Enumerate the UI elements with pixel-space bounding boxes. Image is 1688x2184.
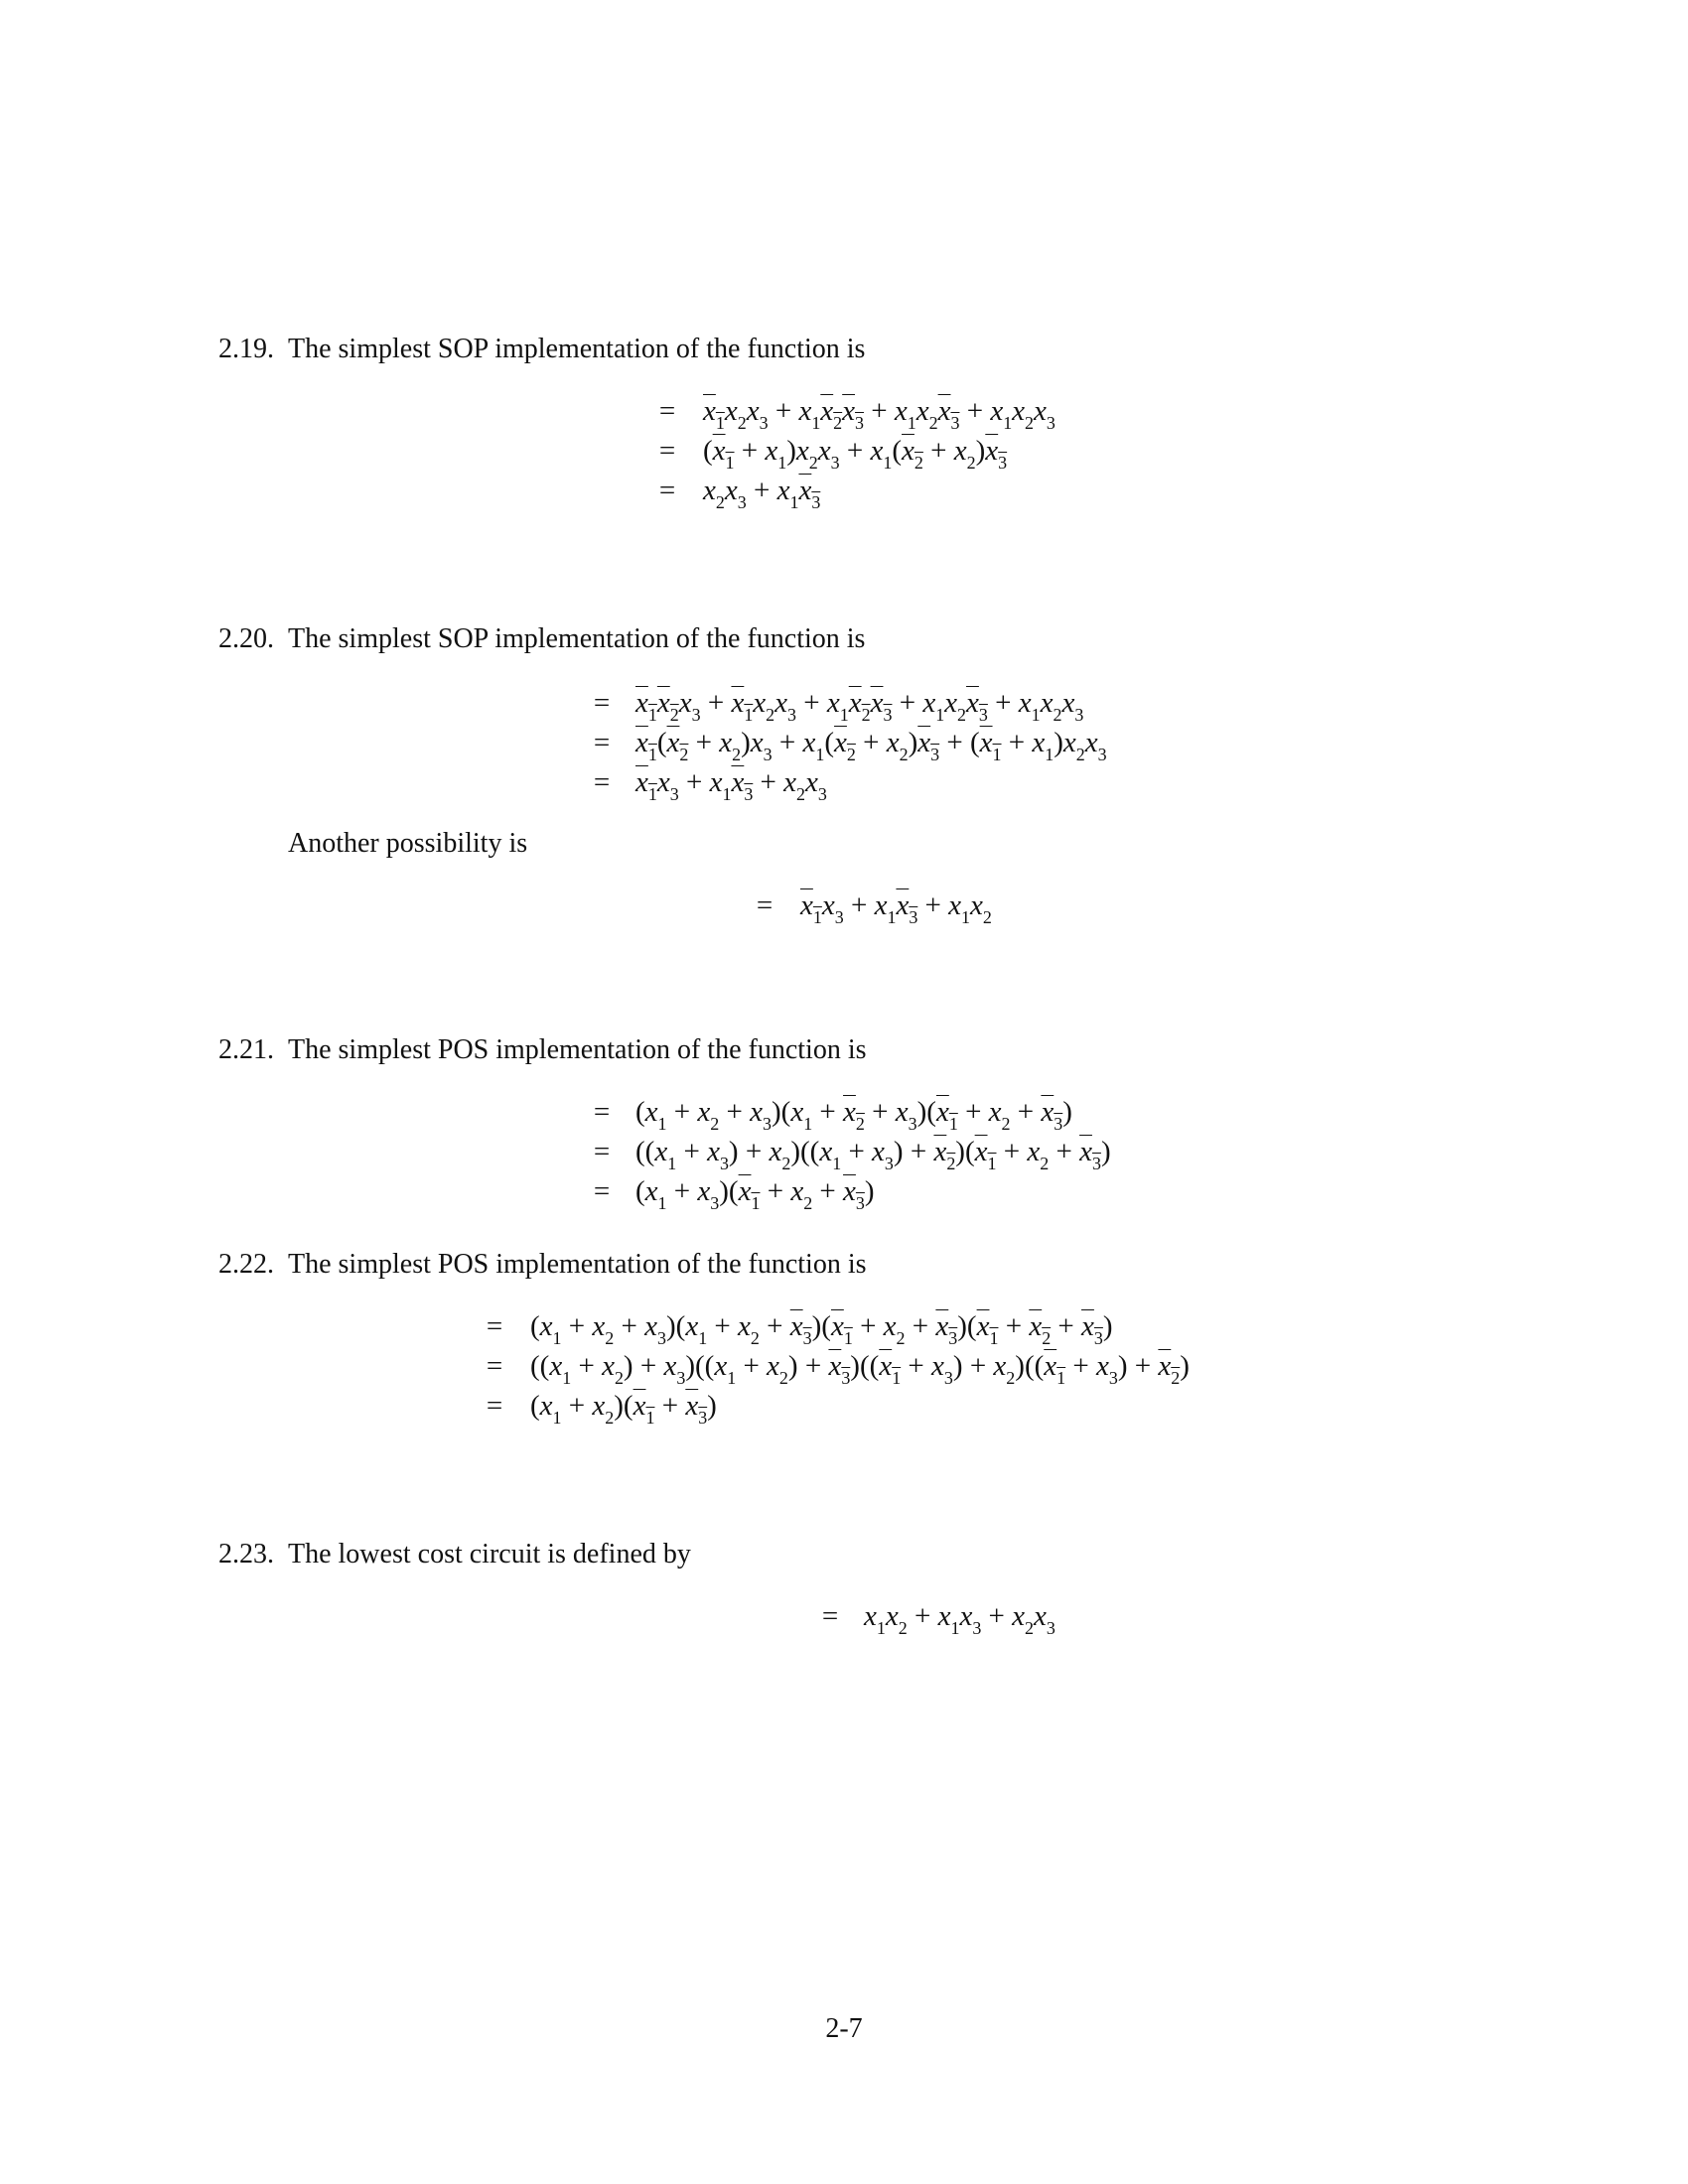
equation-row: $((x_1 + x_2) + x_3)((x_1 + x_2) + x_3)((x_1 + x_3) + x_2)((x_1 + x_3) + x_2)$	[530, 1350, 1190, 1388]
problem-text: The simplest POS implementation of the function is	[288, 1249, 867, 1280]
page-number: 2-7	[825, 2013, 863, 2044]
problem-2-19	[218, 334, 865, 365]
equals-sign: =	[486, 1390, 503, 1422]
another-possibility-text: Another possibility is	[288, 828, 528, 859]
problem-number: 2.22.	[218, 1249, 274, 1280]
problem-number: 2.21.	[218, 1034, 274, 1065]
equation-row: $(x_1 + x_2 + x_3)(x_1 + x_2 + x_3)(x_1 + x_2 + x_3)$	[635, 1096, 1072, 1134]
equation-row: $x_1x_2x_3 + x_1x_2x_3 + x_1x_2x_3 + x_1x_2x_3 + x_1x_2x_3$	[635, 687, 1084, 725]
equation-row: $(x_1 + x_2 + x_3)(x_1 + x_2 + x_3)(x_1 + x_2 + x_3)(x_1 + x_2 + x_3)$	[530, 1310, 1113, 1348]
problem-2-20	[218, 623, 865, 655]
equals-sign: =	[658, 435, 676, 467]
equals-sign: =	[756, 889, 774, 921]
problem-text: The lowest cost circuit is defined by	[288, 1539, 691, 1570]
equals-sign: =	[658, 395, 676, 427]
problem-number: 2.19.	[218, 334, 274, 364]
equals-sign: =	[658, 475, 676, 506]
equals-sign: =	[593, 766, 611, 798]
equals-sign: =	[593, 727, 611, 758]
equation-row: $(x_1 + x_2)(x_1 + x_3)$	[530, 1390, 717, 1428]
equation-row: $x_1x_3 + x_1x_3 + x_2x_3$	[635, 766, 827, 804]
equals-sign: =	[593, 1096, 611, 1128]
equals-sign: =	[821, 1600, 839, 1632]
equation-row: $(x_1 + x_3)(x_1 + x_2 + x_3)$	[635, 1175, 875, 1213]
problem-2-21	[218, 1034, 867, 1066]
equals-sign: =	[593, 1136, 611, 1167]
equation-row: $x_2x_3 + x_1x_3$	[703, 475, 821, 512]
equation-row: $x_1x_2x_3 + x_1x_2x_3 + x_1x_2x_3 + x_1x_2x_3$	[703, 395, 1055, 433]
equation-row: $x_1(x_2 + x_2)x_3 + x_1(x_2 + x_2)x_3 + (x_1 + x_1)x_2x_3$	[635, 727, 1107, 764]
problem-text: The simplest SOP implementation of the function is	[288, 623, 866, 654]
equals-sign: =	[593, 1175, 611, 1207]
problem-text: The simplest SOP implementation of the function is	[288, 334, 866, 364]
equation-row: $(x_1 + x_1)x_2x_3 + x_1(x_2 + x_2)x_3$	[703, 435, 1008, 473]
problem-number: 2.20.	[218, 623, 274, 654]
problem-number: 2.23.	[218, 1539, 274, 1570]
problem-text: The simplest POS implementation of the function is	[288, 1034, 867, 1065]
problem-2-23	[218, 1539, 691, 1570]
equation-row: $x_1x_2 + x_1x_3 + x_2x_3$	[864, 1600, 1055, 1638]
equals-sign: =	[593, 687, 611, 719]
problem-2-22	[218, 1249, 867, 1281]
equals-sign: =	[486, 1310, 503, 1342]
equals-sign: =	[486, 1350, 503, 1382]
equation-row: $((x_1 + x_3) + x_2)((x_1 + x_3) + x_2)(x_1 + x_2 + x_3)$	[635, 1136, 1111, 1173]
equation-row: $x_1x_3 + x_1x_3 + x_1x_2$	[800, 889, 992, 927]
